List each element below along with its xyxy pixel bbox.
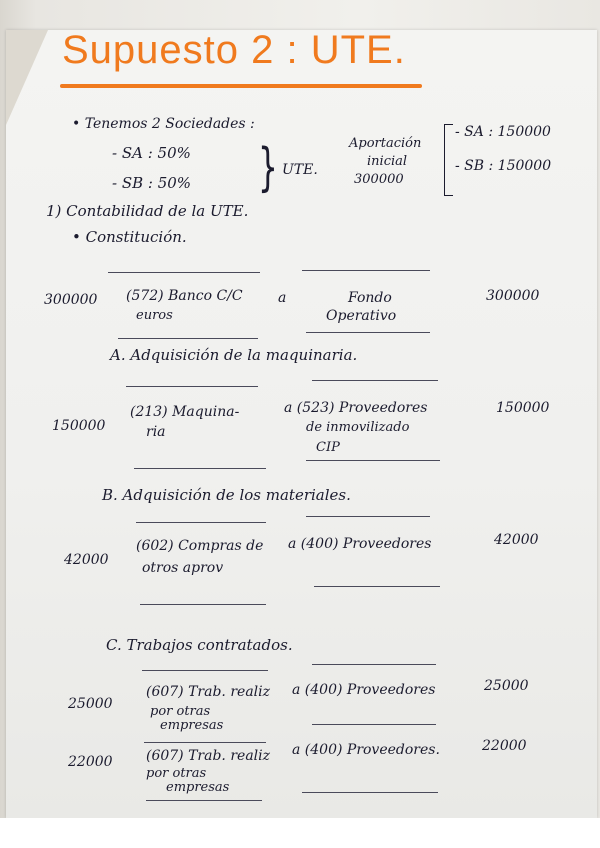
credit-account-line-3: CIP: [316, 440, 340, 455]
journal-rule: [312, 380, 438, 381]
debit-amount: 150000: [52, 418, 106, 434]
debit-amount: 42000: [64, 552, 109, 568]
debit-account-line-3: empresas: [160, 718, 224, 733]
credit-account-line-2: de inmovilizado: [306, 420, 410, 435]
page-title: Supuesto 2 : UTE.: [62, 28, 406, 72]
materiales-heading: B. Adquisición de los materiales.: [102, 486, 351, 504]
journal-rule: [314, 586, 440, 587]
debit-account-line-2: euros: [136, 308, 173, 323]
journal-rule: [312, 664, 436, 665]
credit-amount: 42000: [494, 532, 539, 548]
debit-account-line-2: otros aprov: [142, 560, 224, 576]
aportacion-label: Aportación: [349, 136, 422, 151]
intro-bullet: • Tenemos 2 Sociedades :: [72, 116, 255, 132]
debit-account: (607) Trab. realiz: [146, 748, 270, 764]
debit-amount: 25000: [68, 696, 113, 712]
debit-amount: 300000: [44, 292, 98, 308]
journal-rule: [108, 272, 260, 273]
journal-rule: [144, 742, 266, 743]
journal-rule: [140, 604, 266, 605]
credit-account: a (400) Proveedores.: [292, 742, 440, 758]
debit-account-line-2: por otras: [146, 766, 207, 781]
journal-rule: [306, 460, 440, 461]
journal-rule: [142, 670, 268, 671]
credit-amount: 22000: [482, 738, 527, 754]
journal-rule: [146, 800, 262, 801]
section-1-heading: 1) Contabilidad de la UTE.: [46, 202, 249, 220]
credit-amount: 300000: [486, 288, 540, 304]
debit-account: (607) Trab. realiz: [146, 684, 270, 700]
journal-rule: [134, 468, 266, 469]
journal-rule: [312, 724, 436, 725]
journal-rule: [118, 338, 258, 339]
aport-sa: - SA : 150000: [455, 124, 551, 140]
debit-account: (213) Maquina-: [130, 404, 240, 420]
credit-account: Fondo: [348, 290, 392, 306]
debit-account: (572) Banco C/C: [126, 288, 243, 304]
journal-rule: [302, 792, 438, 793]
credit-amount: 25000: [484, 678, 529, 694]
journal-rule: [306, 332, 430, 333]
partner-sb-share: - SB : 50%: [112, 174, 192, 192]
ute-label: UTE.: [282, 162, 318, 178]
journal-rule: [302, 270, 430, 271]
constitucion-heading: • Constitución.: [72, 228, 187, 246]
aportacion-label-2: inicial: [367, 154, 408, 169]
credit-account: a (523) Proveedores: [284, 400, 428, 416]
trabajos-heading: C. Trabajos contratados.: [106, 636, 293, 654]
aport-sb: - SB : 150000: [455, 158, 552, 174]
title-underline: [60, 84, 422, 88]
credit-account: a (400) Proveedores: [292, 682, 436, 698]
maquinaria-heading: A. Adquisición de la maquinaria.: [110, 346, 358, 364]
a-connector: a: [278, 290, 287, 306]
debit-amount: 22000: [68, 754, 113, 770]
square-bracket: [444, 124, 453, 196]
page-corner-shadow: [6, 30, 48, 125]
bottom-margin: [0, 818, 600, 848]
credit-account-line-2: Operativo: [326, 308, 397, 324]
partner-sa-share: - SA : 50%: [112, 144, 191, 162]
credit-account: a (400) Proveedores: [288, 536, 432, 552]
debit-account-line-3: empresas: [166, 780, 230, 795]
debit-account: (602) Compras de: [136, 538, 264, 554]
journal-rule: [126, 386, 258, 387]
journal-rule: [136, 522, 266, 523]
debit-account-line-2: por otras: [150, 704, 211, 719]
curly-brace: }: [258, 138, 278, 198]
debit-account-line-2: ria: [146, 424, 166, 440]
credit-amount: 150000: [496, 400, 550, 416]
aportacion-amount: 300000: [354, 172, 404, 187]
journal-rule: [306, 516, 430, 517]
